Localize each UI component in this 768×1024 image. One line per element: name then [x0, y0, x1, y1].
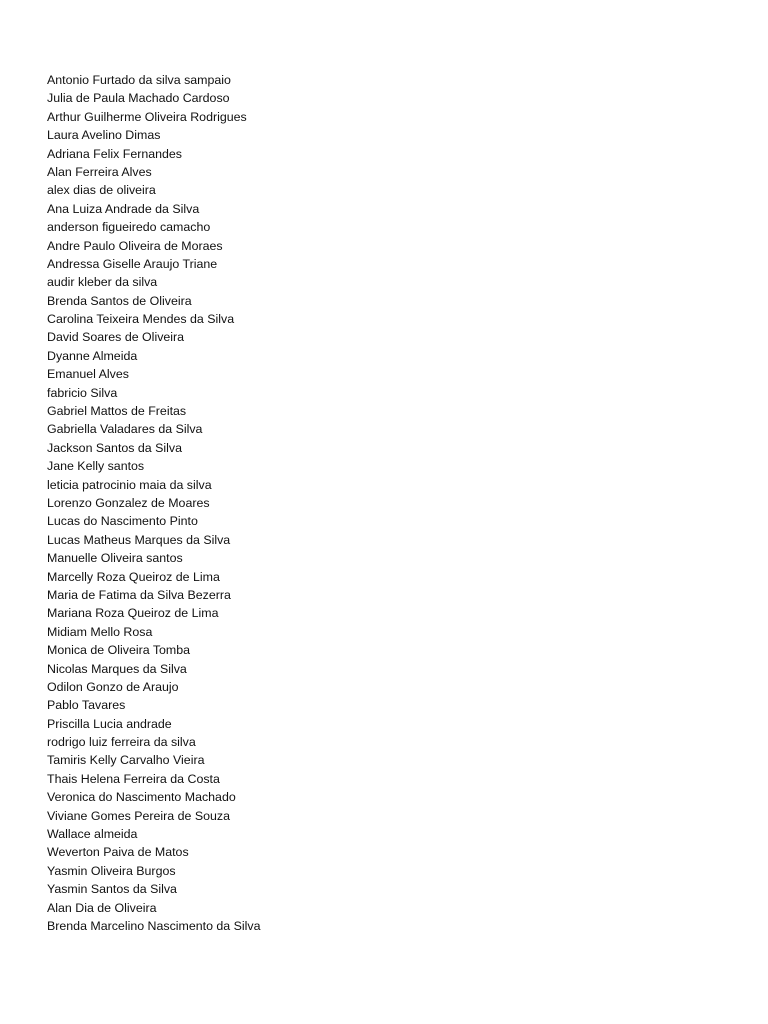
list-item: rodrigo luiz ferreira da silva: [47, 735, 196, 750]
list-item: Veronica do Nascimento Machado: [47, 790, 236, 805]
list-item: Emanuel Alves: [47, 367, 129, 382]
list-item: Lorenzo Gonzalez de Moares: [47, 495, 210, 510]
list-item: Thais Helena Ferreira da Costa: [47, 771, 220, 786]
list-item: Laura Avelino Dimas: [47, 128, 161, 143]
list-item: Priscilla Lucia andrade: [47, 716, 172, 731]
list-item: alex dias de oliveira: [47, 183, 156, 198]
list-item: Viviane Gomes Pereira de Souza: [47, 808, 230, 823]
list-item: Dyanne Almeida: [47, 348, 138, 363]
list-item: Ana Luiza Andrade da Silva: [47, 201, 200, 216]
list-item: audir kleber da silva: [47, 275, 158, 290]
list-item: Adriana Felix Fernandes: [47, 146, 182, 161]
list-item: Jackson Santos da Silva: [47, 440, 182, 455]
list-item: Antonio Furtado da silva sampaio: [47, 73, 231, 87]
list-item: Andressa Giselle Araujo Triane: [47, 256, 218, 271]
list-item: Wallace almeida: [47, 827, 138, 842]
list-item: Manuelle Oliveira santos: [47, 551, 183, 566]
list-item: anderson figueiredo camacho: [47, 220, 211, 235]
list-item: Yasmin Santos da Silva: [47, 882, 177, 897]
list-item: fabricio Silva: [47, 385, 118, 400]
list-item: Tamiris Kelly Carvalho Vieira: [47, 753, 205, 768]
list-item: Lucas do Nascimento Pinto: [47, 514, 198, 529]
list-item: Julia de Paula Machado Cardoso: [47, 91, 230, 106]
list-item: Odilon Gonzo de Araujo: [47, 679, 179, 694]
list-item: Lucas Matheus Marques da Silva: [47, 532, 231, 547]
list-item: Brenda Marcelino Nascimento da Silva: [47, 918, 261, 933]
list-item: Arthur Guilherme Oliveira Rodrigues: [47, 109, 247, 124]
list-item: Alan Dia de Oliveira: [47, 900, 157, 915]
name-list: [47, 71, 261, 935]
list-item: Nicolas Marques da Silva: [47, 661, 187, 676]
list-item: Alan Ferreira Alves: [47, 164, 152, 179]
list-item: leticia patrocinio maia da silva: [47, 477, 212, 492]
list-item: Weverton Paiva de Matos: [47, 845, 189, 860]
list-item: David Soares de Oliveira: [47, 330, 185, 345]
list-item: Maria de Fatima da Silva Bezerra: [47, 587, 231, 602]
list-item: Marcelly Roza Queiroz de Lima: [47, 569, 220, 584]
list-item: Gabriel Mattos de Freitas: [47, 404, 187, 419]
list-item: Brenda Santos de Oliveira: [47, 293, 192, 308]
list-item: Monica de Oliveira Tomba: [47, 643, 191, 658]
list-item: Pablo Tavares: [47, 698, 126, 713]
list-item: Yasmin Oliveira Burgos: [47, 863, 176, 878]
list-item: Midiam Mello Rosa: [47, 624, 153, 639]
list-item: Mariana Roza Queiroz de Lima: [47, 606, 219, 621]
list-item: Andre Paulo Oliveira de Moraes: [47, 238, 223, 253]
list-item: Jane Kelly santos: [47, 459, 145, 474]
list-item: Gabriella Valadares da Silva: [47, 422, 203, 437]
list-item: Carolina Teixeira Mendes da Silva: [47, 312, 235, 327]
